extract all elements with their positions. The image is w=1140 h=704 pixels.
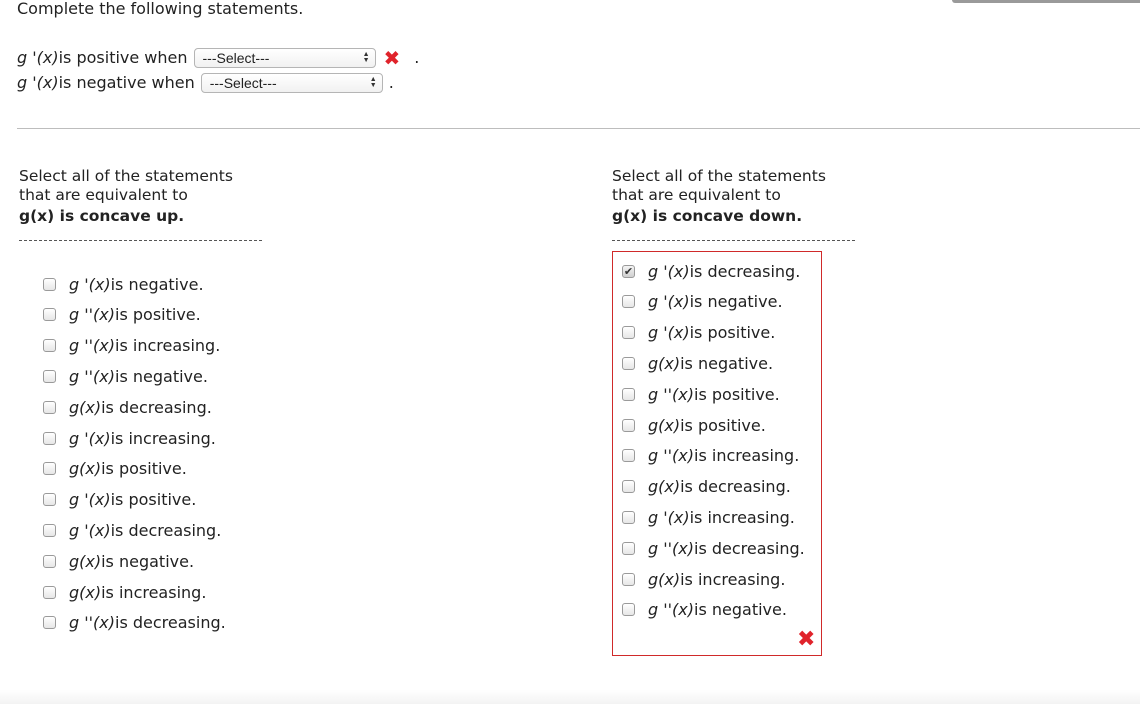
checkbox[interactable] [43,555,56,568]
option-text: is decreasing. [115,613,226,633]
function-label: g '(x) [17,48,59,67]
right-question-prompt [612,167,826,226]
checkbox-option[interactable] [43,427,216,449]
option-text: is negative. [101,551,195,571]
checkbox-option[interactable] [43,304,201,326]
checkbox[interactable] [622,542,635,555]
prompt-target: g(x) is concave down. [612,207,803,225]
option-text: is decreasing. [110,520,222,540]
checkbox-option[interactable] [43,273,204,295]
function-label: g ''(x) [69,613,115,633]
checkbox[interactable] [43,370,56,383]
function-label: g ''(x) [69,336,115,356]
option-text: is negative. [110,274,204,294]
function-label: g '(x) [69,428,111,448]
checkbox-option[interactable] [622,383,780,405]
option-text: is increasing. [680,569,786,589]
function-label: g(x) [648,569,681,589]
checkbox-option[interactable] [622,599,787,621]
window-top-edge [952,0,1140,3]
checkbox-option[interactable] [622,260,800,282]
function-label: g(x) [69,459,102,479]
option-text: is increasing. [115,336,221,356]
checkbox-option[interactable] [43,550,194,572]
checkbox[interactable] [43,308,56,321]
checkbox[interactable] [622,449,635,462]
option-text: is positive. [101,459,187,479]
checkbox[interactable] [622,603,635,616]
checkbox-option[interactable] [43,396,212,418]
option-text: is positive. [680,415,766,435]
prompt-line: Select all of the statements [19,167,233,185]
function-label: g '(x) [69,274,111,294]
select-arrows-icon: ▲ ▼ [369,76,377,89]
option-text: is negative. [680,353,774,373]
checkbox[interactable] [43,462,56,475]
option-text: is increasing. [110,428,216,448]
checkbox[interactable] [43,278,56,291]
checkbox[interactable] [43,401,56,414]
function-label: g ''(x) [69,366,115,386]
checkbox[interactable] [622,573,635,586]
prompt-target: g(x) is concave up. [19,207,185,225]
checkbox[interactable] [622,357,635,370]
statement-text: is negative when [58,73,195,92]
checkbox-option[interactable] [43,489,196,511]
option-text: is increasing. [689,507,795,527]
checkbox[interactable] [622,295,635,308]
checkbox[interactable] [43,493,56,506]
section-divider [17,128,1140,129]
option-text: is positive. [110,490,197,510]
dashed-divider [612,240,855,241]
checkbox-option[interactable] [43,612,226,634]
checkbox[interactable] [43,432,56,445]
checkbox-option[interactable] [43,365,208,387]
option-text: is positive. [115,305,201,325]
checkbox-option[interactable] [43,458,187,480]
option-text: is negative. [689,292,783,312]
prompt-line: that are equivalent to [19,186,188,204]
checkmark-icon: ✔ [623,264,634,278]
function-label: g(x) [69,582,102,602]
period: . [414,48,420,67]
option-text: is decreasing. [680,477,791,497]
function-label: g '(x) [17,73,59,92]
dashed-divider [19,240,262,241]
option-text: is decreasing. [101,397,212,417]
checkbox-option[interactable] [43,335,220,357]
checkbox[interactable] [622,511,635,524]
checkbox[interactable] [43,586,56,599]
function-label: g(x) [648,353,681,373]
function-label: g(x) [648,477,681,497]
select-value: ---Select--- [209,75,277,91]
checkbox[interactable] [622,480,635,493]
wrong-answer-icon: ✖ [797,627,816,652]
option-text: is decreasing. [694,538,805,558]
checkbox-option[interactable] [622,537,805,559]
checkbox[interactable] [43,339,56,352]
checkbox-option[interactable] [622,568,785,590]
function-label: g '(x) [648,323,690,343]
prompt-line: Select all of the statements [612,167,826,185]
function-label: g ''(x) [648,384,694,404]
checkbox-option[interactable] [622,476,791,498]
checkbox-option[interactable] [622,322,775,344]
option-text: is negative. [694,600,787,620]
option-text: is positive. [689,323,776,343]
left-question-prompt [19,167,233,226]
function-label: g(x) [648,415,681,435]
negative-when-select[interactable] [201,73,383,93]
select-arrows-icon: ▲ ▼ [362,51,370,64]
function-label: g(x) [69,397,102,417]
checkbox-option[interactable] [622,291,783,313]
function-label: g '(x) [69,490,111,510]
function-label: g '(x) [648,507,690,527]
fill-in-negative-row [17,72,394,94]
prompt-line: that are equivalent to [612,186,781,204]
option-text: is positive. [694,384,780,404]
checkbox-option[interactable] [622,414,766,436]
function-label: g ''(x) [648,446,694,466]
option-text: is decreasing. [689,261,801,281]
function-label: g ''(x) [648,538,694,558]
instructions: Complete the following statements. [17,0,304,18]
checkbox-option[interactable] [43,519,221,541]
function-label: g '(x) [648,292,690,312]
option-text: is increasing. [101,582,207,602]
checkbox[interactable] [43,616,56,629]
function-label: g '(x) [69,520,111,540]
checkbox[interactable] [622,419,635,432]
checkbox-option[interactable] [622,445,799,467]
checkbox[interactable] [622,326,635,339]
checkbox-option[interactable] [622,352,773,374]
checkbox-option[interactable] [622,506,795,528]
page-bottom-shade [0,690,1140,704]
function-label: g(x) [69,551,102,571]
checkbox[interactable] [43,524,56,537]
function-label: g ''(x) [648,600,694,620]
checkbox-option[interactable] [43,581,206,603]
checkbox[interactable] [622,388,635,401]
checkbox-checked[interactable] [622,265,635,278]
function-label: g ''(x) [69,305,115,325]
wrong-answer-icon: ✖ [383,46,401,70]
period: . [388,73,394,92]
option-text: is negative. [115,366,208,386]
fill-in-positive-row [17,47,419,69]
select-value: ---Select--- [202,50,270,66]
positive-when-select[interactable] [194,48,376,68]
option-text: is increasing. [694,446,800,466]
function-label: g '(x) [648,261,690,281]
statement-text: is positive when [58,48,188,67]
